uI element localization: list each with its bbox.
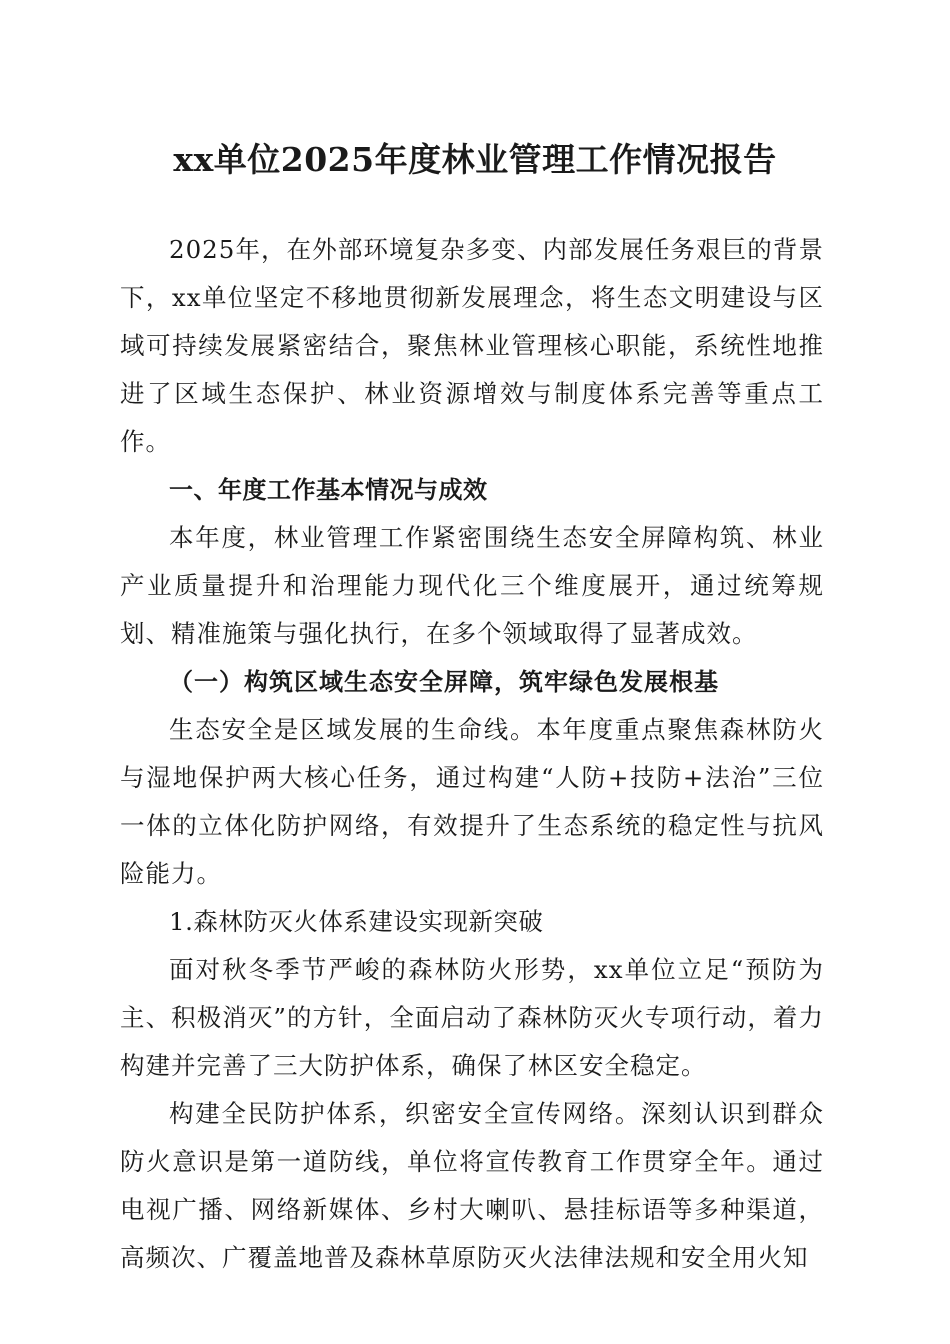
document-title: xx单位2025年度林业管理工作情况报告 [173, 140, 777, 179]
document-body [120, 226, 824, 1282]
item-1-detail-paragraph: 构建全民防护体系，织密安全宣传网络。深刻认识到群众防火意识是第一道防线，单位将宣传教育工作贯穿全年。通过电视广播、网络新媒体、乡村大喇叭、悬挂标语等多种渠道，高频次、广覆盖地普及森林草原防灭火法律法规和安全用火知 [120, 1099, 824, 1272]
item-1-paragraph: 面对秋冬季节严峻的森林防火形势，xx单位立足“预防为主、积极消灭”的方针，全面启动了森林防灭火专项行动，着力构建并完善了三大防护体系，确保了林区安全稳定。 [120, 955, 824, 1080]
intro-paragraph: 2025年，在外部环境复杂多变、内部发展任务艰巨的背景下，xx单位坚定不移地贯彻新发展理念，将生态文明建设与区域可持续发展紧密结合，聚焦林业管理核心职能，系统性地推进了区域生态保护、林业资源增效与制度体系完善等重点工作。 [120, 235, 824, 456]
section-heading-1: 一、年度工作基本情况与成效 [169, 476, 488, 504]
subsection-1-paragraph: 生态安全是区域发展的生命线。本年度重点聚焦森林防火与湿地保护两大核心任务，通过构建“人防+技防+法治”三位一体的立体化防护网络，有效提升了生态系统的稳定性与抗风险能力。 [120, 715, 824, 888]
section-1-paragraph: 本年度，林业管理工作紧密围绕生态安全屏障构筑、林业产业质量提升和治理能力现代化三个维度展开，通过统筹规划、精准施策与强化执行，在多个领域取得了显著成效。 [120, 523, 824, 648]
subsection-heading-1: （一）构筑区域生态安全屏障，筑牢绿色发展根基 [169, 667, 719, 696]
item-heading-1: 1.森林防灭火体系建设实现新突破 [169, 907, 544, 936]
